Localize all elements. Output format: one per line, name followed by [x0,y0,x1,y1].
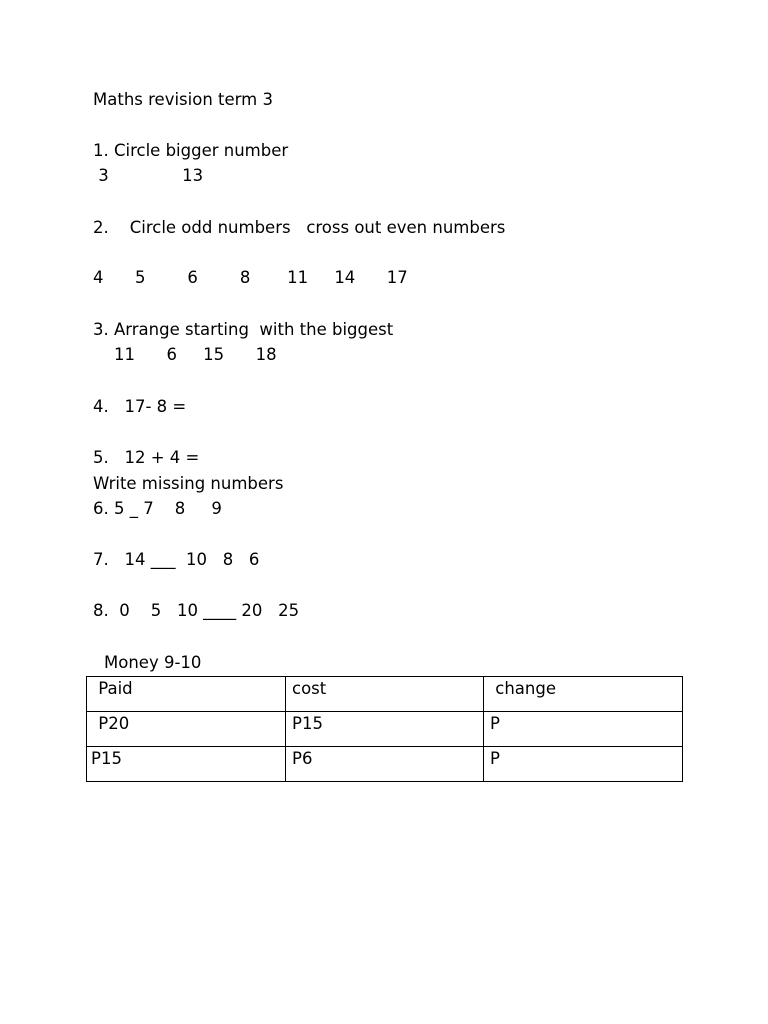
cell-change: P [484,747,683,782]
worksheet-title: Maths revision term 3 [93,90,273,109]
question-1-prompt: 1. Circle bigger number [93,141,289,160]
question-3-prompt: 3. Arrange starting with the biggest [93,320,394,339]
header-change: change [484,677,683,712]
header-cost: cost [286,677,484,712]
money-table [86,676,683,782]
cell-cost: P6 [286,747,484,782]
cell-paid: P20 [87,712,286,747]
question-1-numbers: 3 13 [93,166,204,185]
missing-numbers-heading: Write missing numbers [93,474,284,493]
question-4: 4. 17- 8 = [93,397,187,416]
table-header-row [87,677,683,712]
question-7: 7. 14 ___ 10 8 6 [93,550,260,569]
table-row [87,747,683,782]
cell-paid: P15 [87,747,286,782]
question-2-prompt: 2. Circle odd numbers cross out even numbers [93,218,506,237]
money-heading: Money 9-10 [104,653,202,672]
question-8: 8. 0 5 10 ____ 20 25 [93,601,300,620]
question-6: 6. 5 _ 7 8 9 [93,499,222,518]
cell-cost: P15 [286,712,484,747]
question-2-numbers: 4 5 6 8 11 14 17 [93,268,408,287]
table-row [87,712,683,747]
question-3-numbers: 11 6 15 18 [93,345,277,364]
question-5: 5. 12 + 4 = [93,448,200,467]
cell-change: P [484,712,683,747]
header-paid: Paid [87,677,286,712]
